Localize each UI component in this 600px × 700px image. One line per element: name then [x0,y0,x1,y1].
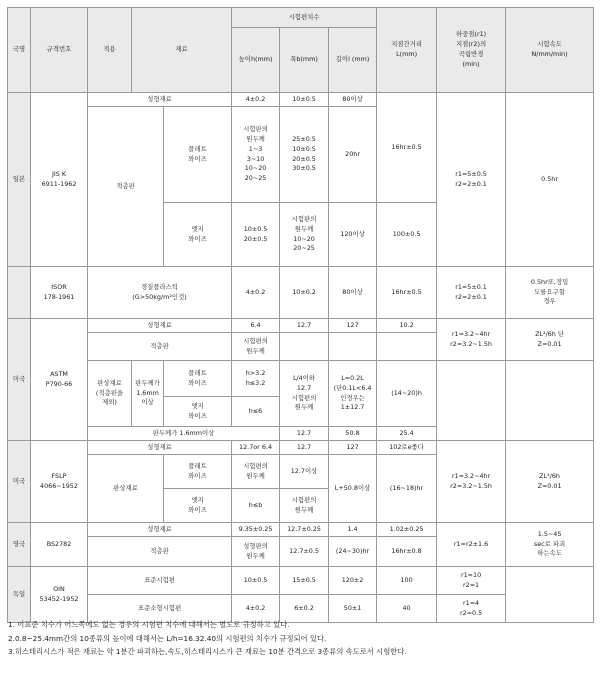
usa-fslp-edgewise: 엣지 와이즈 [164,489,232,523]
header-specimen-dim: 시험편치수 [232,8,377,28]
uk-laminate-span: 16hr±0.8 [377,537,437,567]
iso-test-speed: 0.5hr또,정밀 도를요구할 경우 [506,267,594,319]
spec-table-wrapper [7,7,593,623]
usa-fslp-edgewise-width: 시험편의 원두께 [280,489,329,523]
usa-fslp-sheet-span: (16~18)hr [377,455,437,523]
footnotes [8,620,592,661]
usa-fslp-country: 미국 [8,441,31,523]
uk-standard: BS2782 [31,523,88,567]
germany-small-span: 40 [377,595,437,623]
germany-standard-specimen: 표준시험편 [88,567,232,595]
usa-astm-flatwise-length: L=0.2L (단0.1L<6.4 인경우는 1±12.7 [329,361,377,427]
germany-small-height: 4±0.2 [232,595,280,623]
uk-molding-span: 1.02±0.25 [377,523,437,537]
header-load-radius: 하중점(r1) 지점(r2)의 곡립반경 (min) [437,8,506,93]
iso-length: 80이상 [329,267,377,319]
japan-edgewise: 엣지 와이즈 [164,203,232,267]
germany-small-length: 50±1 [329,595,377,623]
germany-small-width: 6±0.2 [280,595,329,623]
usa-fslp-molding-width: 12.7 [280,441,329,455]
japan-molding-material: 성형재료 [88,93,232,107]
iso-material: 경질플라스틱 (G>50kg/m²인것) [88,267,232,319]
germany-speed-blank [506,567,594,623]
usa-astm-laminate-height: 시험편의 원두께 [232,333,280,361]
usa-astm-molding-span: 10.2 [377,319,437,333]
usa-astm-flatwise-width: L/4이하 12.7 시험편의 원두께 [280,361,329,427]
germany-standard-height: 10±0.5 [232,567,280,595]
usa-astm-sheet-material: 판상재료 (적층판을 제외) [88,361,132,427]
uk-molding-length: 1.4 [329,523,377,537]
uk-country: 영국 [8,523,31,567]
uk-laminate-width: 12.7±0.5 [280,537,329,567]
japan-edgewise-width: 시험판의 원두께 10~20 20~25 [280,203,329,267]
header-span: 지점간거리 L(mm) [377,8,437,93]
usa-astm-edgewise-height: h≤6 [232,397,280,427]
japan-laminate: 적층판 [88,107,164,267]
usa-astm-edgewise: 엣지 와이즈 [164,397,232,427]
usa-astm-laminate-span [377,333,437,361]
header-height: 높이h(mm) [232,28,280,93]
usa-astm-thin-length: 50.8 [329,427,377,441]
iso-span: 16hr±0.5 [377,267,437,319]
usa-astm-molding-width: 12.7 [280,319,329,333]
header-width: 폭b(mm) [280,28,329,93]
japan-flatwise-length: 20hr [329,107,377,203]
usa-astm-test-speed: ZL²/6h 단 Z=0.01 [506,319,594,361]
uk-molding-material: 성형재료 [88,523,232,537]
japan-edgewise-height: 10±0.5 20±0.5 [232,203,280,267]
usa-astm-molding-material: 성형재료 [88,319,232,333]
iso-height: 4±0.2 [232,267,280,319]
usa-astm-laminate-length [329,333,377,361]
uk-test-speed: 1.5~45 sec로 파괴 하는속도 [506,523,594,567]
usa-astm-speed-blank [506,361,594,441]
usa-astm-molding-height: 6.4 [232,319,280,333]
germany-standard-width: 15±0.5 [280,567,329,595]
usa-astm-standard: ASTM P790-66 [31,319,88,441]
iso-width: 10±0.2 [280,267,329,319]
usa-fslp-molding-material: 성형재료 [88,441,232,455]
japan-span-2: 100±0.5 [377,203,437,267]
germany-standard-span: 100 [377,567,437,595]
japan-test-speed: 0.5hr [506,93,594,267]
usa-astm-load-radius: r1=3.2~4hr r2=3.2~1.5h [437,319,506,361]
usa-fslp-molding-length: 127 [329,441,377,455]
uk-laminate: 적층판 [88,537,232,567]
footnote-3: 3.히스테리시스가 적은 재료는 약 1분간 파괴하는,속도,히스테리시스가 큰 재료는 10분 간격으로 3종류의 속도로서 시험한다. [8,647,407,657]
flexural-test-spec-table [7,7,594,623]
germany-small-specimen: 표준소형시험편 [88,595,232,623]
usa-astm-sheet-thickness: 판두께가 1.6mm 이상 [132,361,164,427]
usa-fslp-load-radius: r1=3.2~4hr r2=3.2~1.5h [437,441,506,523]
usa-astm-flatwise: 플래트 와이즈 [164,361,232,397]
usa-astm-country: 미국 [8,319,31,441]
usa-fslp-flatwise-length: L+50.8이상 [329,455,377,523]
footnote-1: 1. 이표준 치수가 어느쪽에도 없는 경우의 시험편 치수에 대해서는 별도로 규정하고 있다. [8,620,290,629]
japan-molding-width: 10±0.5 [280,93,329,107]
header-length: 길이l (mm) [329,28,377,93]
header-country: 국명 [8,8,31,93]
uk-load-radius: r1=r2±1.6 [437,523,506,567]
japan-molding-height: 4±0.2 [232,93,280,107]
iso-country [8,267,31,319]
usa-astm-load-blank [437,361,506,441]
uk-molding-width: 12.7±0.25 [280,523,329,537]
uk-laminate-height: 성형판의 원두께 [232,537,280,567]
header-standard-no: 규격번호 [31,8,88,93]
japan-load-radius: r1=5±0.5 r2=2±0.1 [437,93,506,267]
germany-standard: OIN 53452-1952 [31,567,88,623]
japan-standard: JIS K 6911-1962 [31,93,88,267]
japan-molding-length: 80이상 [329,93,377,107]
usa-astm-thin-width: 12.7 [280,427,329,441]
germany-standard-length: 120±2 [329,567,377,595]
usa-fslp-standard: FSLP 4066~1952 [31,441,88,523]
iso-load-radius: r1=5±0.1 r2=2±0.1 [437,267,506,319]
usa-astm-sheet-span: (14~20)h [377,361,437,427]
japan-edgewise-length: 120이상 [329,203,377,267]
header-application: 적용 [88,8,132,93]
uk-laminate-length: (24~30)hr [329,537,377,567]
japan-flatwise-width: 25±0.5 10±0.5 20±0.5 30±0.5 [280,107,329,203]
usa-fslp-sheet-material: 판상재료 [88,455,164,523]
usa-astm-thin-span: 25.4 [377,427,437,441]
usa-astm-laminate-width [280,333,329,361]
footnote-2: 2.0.8~25.4mm간의 10종류의 높이에 대해서는 L/h=16.32.40의 시험편의 치수가 규정되어 있다. [8,633,327,643]
germany-standard-load: r1=10 r2=1 [437,567,506,595]
usa-fslp-flatwise: 플래트 와이즈 [164,455,232,489]
japan-flatwise: 플래트 와이즈 [164,107,232,203]
usa-astm-molding-length: 127 [329,319,377,333]
header-test-speed: 시험속도 N/mm/min) [506,8,594,93]
germany-small-load: r1=4 r2=0.5 [437,595,506,623]
usa-fslp-molding-height: 12.7or 6.4 [232,441,280,455]
usa-fslp-flatwise-width: 12.7이상 [280,455,329,489]
usa-fslp-test-speed: ZL²/6h Z=0.01 [506,441,594,523]
japan-country: 일본 [8,93,31,267]
japan-flatwise-height: 시험판의 원두께 1~3 3~10 10~20 20~25 [232,107,280,203]
usa-astm-laminate: 적층판 [88,333,232,361]
usa-astm-thin-label: 판두께가 1.6mm이상 [88,427,280,441]
uk-molding-height: 9.35±0.25 [232,523,280,537]
usa-fslp-edgewise-height: h≤b [232,489,280,523]
usa-fslp-molding-span: 102로e좋다 [377,441,437,455]
usa-fslp-flatwise-height: 시험편의 원두께 [232,455,280,489]
usa-astm-flatwise-height: h>3.2 h≤3.2 [232,361,280,397]
japan-span-1: 16hr±0.5 [377,93,437,203]
iso-standard: ISOR 178-1961 [31,267,88,319]
germany-country: 독일 [8,567,31,623]
header-material: 재료 [132,8,232,93]
